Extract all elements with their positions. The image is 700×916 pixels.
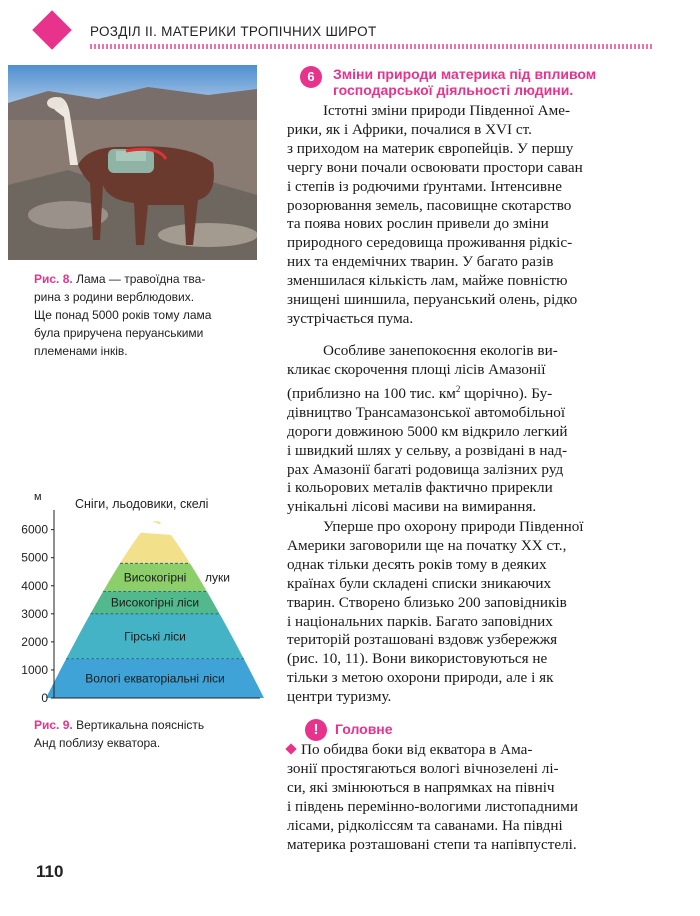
chart-y-tick-label: 2000 [21,634,48,649]
chart-peak-label: Сніги, льодовики, скелі [75,497,209,511]
section-number-badge: 6 [300,66,322,88]
chart-zone-label: Високогірні ліси [110,595,200,610]
chart-zone-label: Вологі екваторіальні ліси [85,671,225,686]
header-rule [90,44,652,49]
page-number: 110 [36,862,64,881]
section-title: Зміни природи материка під впливом господарської діяльності людини. [333,66,597,98]
paragraph-3: Уперше про охорону природи Південної Америки заговорили ще на початку XX ст., однак тільки десять років тому в деяких країнах були складені списки зникаючих тварин. Створено близько 200 заповідників і національних парків. Багато заповідних територій розташовані вздовж узбережжя (рис. 10, 11). Вони використовуються не тільки з метою охорони природи, але і як центри туризму. [287,518,584,706]
main-summary-text: По обидва боки від екватора в Ама- зонії простягаються вологі вічнозелені лі- си, які змінюються в напрямках на північ і південь перемінно-вологими листопадними лісами, рідколіссям та саванами. На півдні материка розташовані степи та напівпустелі. [287,741,579,853]
chart-y-tick-label: 4000 [21,578,48,593]
llama-photo [8,65,257,260]
chart-y-label: м [34,491,42,503]
chart-y-tick-label: 6000 [21,522,48,537]
chart-zone-label: Високогірні [123,570,187,585]
paragraph-2: Особливе занепокоєння екологів ви- кликає скорочення площі лісів Амазонії (приблизно на 100 тис. $км^2$ щорічно). Бу- дівництво Трансамазонської автомобільної дороги довжиною 5000 км відкрило легкий і швидкий шлях у сельву, а розвідані в над- рах Амазонії багаті родовища залізних руд і кольорових металів фактично прирекли унікальні лісові масиви на вимирання. [287,342,568,516]
diamond-bullet-icon [285,743,296,754]
figure8-caption: Рис. 8. Лама — травоїдна тва- рина з родини верблюдових. Ще понад 5000 років тому лама була приручена перуанськими племенами інків. [34,272,212,358]
chart-y-tick-label: 1000 [21,662,48,677]
figure9-caption: Рис. 9. Вертикальна поясність Анд поблизу екватора. [34,718,205,750]
figure8-label: Рис. 8. [34,272,73,286]
main-summary-label: Головне [335,721,393,737]
important-icon: ! [305,719,327,741]
vertical-zonation-chart [20,488,265,703]
figure9-label: Рис. 9. [34,718,73,732]
paragraph-1: Істотні зміни природи Південної Аме- рики, як і Африки, почалися в XVI ст. з приходом на материк європейців. У першу чергу вони почали освоювати простори саван і степів із родючими ґрунтами. Інтенсивне розорювання земель, пасовищне скотарство та поява нових рослин привели до зміни природного середовища проживання рідкіс- них та ендемічних тварин. У багато разів зменшилася кількість лам, майже повністю знищені шиншила, перуанський олень, рідко зустрічається пума. [287,102,583,327]
chart-y-tick-label: 3000 [21,606,48,621]
chart-y-tick-label: 0 [41,691,48,703]
chapter-title: РОЗДІЛ ІІ. МАТЕРИКИ ТРОПІЧНИХ ШИРОТ [90,24,377,39]
chart-zone-label-extra: луки [205,570,230,585]
chart-y-tick-label: 5000 [21,550,48,565]
header-diamond-icon [32,10,72,50]
chart-zone-label: Гірські ліси [124,629,186,644]
